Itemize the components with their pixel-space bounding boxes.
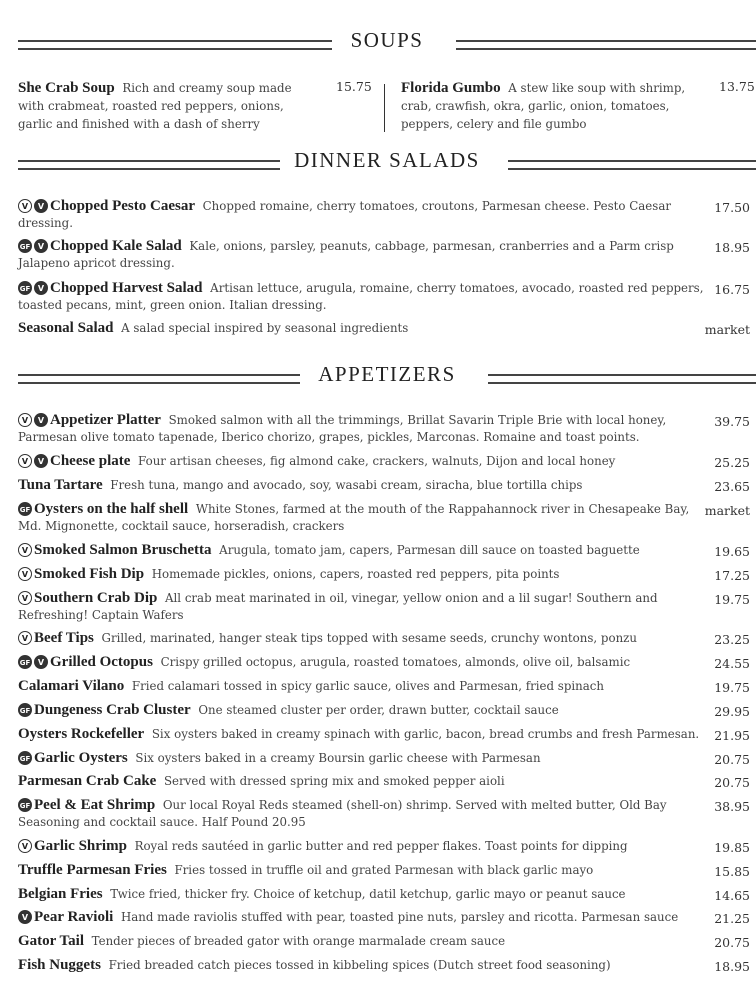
gluten-free-icon: GF (18, 502, 32, 516)
item-desc: Artisan lettuce, arugula, romaine, cherry tomatoes, avocado, roasted red peppers, toasted pecans, mint, green onion. Italian dressing. (18, 281, 704, 312)
item-price: 18.95 (714, 959, 750, 974)
item-desc: Hand made raviolis stuffed with pear, toasted pine nuts, parsley and ricotta. Parmesan sauce (120, 910, 679, 924)
item-desc: Arugula, tomato jam, capers, Parmesan dill sauce on toasted baguette (219, 543, 640, 557)
item-name: Garlic Oysters (34, 750, 128, 766)
item-name: Southern Crab Dip (34, 590, 158, 606)
item-name: Chopped Kale Salad (50, 238, 182, 254)
item-name: Fish Nuggets (18, 957, 101, 973)
menu-item (18, 909, 708, 926)
item-desc: White Stones, farmed at the mouth of the Rappahannock river in Chesapeake Bay, Md. Mignonette, cocktail sauce, horseradish, crackers (18, 502, 690, 533)
item-name: Seasonal Salad (18, 320, 114, 336)
menu-item (18, 678, 708, 695)
menu-item (18, 566, 708, 583)
soup-price: 13.75 (719, 79, 755, 94)
gluten-free-icon: GF (18, 281, 32, 295)
item-name: Smoked Fish Dip (34, 566, 145, 582)
item-price: 16.75 (714, 282, 750, 297)
item-name: Dungeness Crab Cluster (34, 702, 191, 718)
item-desc: Royal reds sautéed in garlic butter and red pepper flakes. Toast points for dipping (134, 839, 628, 853)
header-rule-right (488, 374, 756, 384)
item-price: 23.25 (714, 632, 750, 647)
vegan-icon: V (34, 281, 48, 295)
menu-item (18, 654, 708, 671)
soup-item (18, 79, 372, 133)
menu-item (18, 726, 708, 743)
item-desc: Crispy grilled octopus, arugula, roasted tomatoes, almonds, olive oil, balsamic (160, 655, 631, 669)
menu-item (18, 501, 708, 535)
item-price: 21.25 (714, 911, 750, 926)
menu-item (18, 933, 708, 950)
item-desc: Four artisan cheeses, fig almond cake, crackers, walnuts, Dijon and local honey (138, 454, 616, 468)
item-price: 38.95 (714, 799, 750, 814)
vegan-icon: V (34, 413, 48, 427)
soups-header (18, 28, 756, 60)
menu-item (18, 886, 708, 903)
item-desc: Tender pieces of breaded gator with orange marmalade cream sauce (91, 934, 506, 948)
item-price: 19.75 (714, 680, 750, 695)
item-price: market (704, 322, 750, 337)
menu-item (18, 838, 708, 855)
vegan-icon: V (34, 199, 48, 213)
vegan-icon: V (34, 454, 48, 468)
menu-item (18, 280, 708, 314)
soup-price: 15.75 (336, 79, 372, 94)
header-rule-right (456, 40, 756, 50)
item-desc: Six oysters baked in a creamy Boursin garlic cheese with Parmesan (135, 751, 541, 765)
appetizers-header (18, 362, 756, 394)
item-price: market (704, 503, 750, 518)
item-desc: One steamed cluster per order, drawn butter, cocktail sauce (198, 703, 559, 717)
soup-desc: Rich and creamy soup made with crabmeat, roasted red peppers, onions, garlic and finished with a dash of sherry (18, 81, 292, 131)
item-price: 19.75 (714, 592, 750, 607)
item-name: Oysters Rockefeller (18, 726, 145, 742)
item-price: 19.65 (714, 544, 750, 559)
appetizers-title: APPETIZERS (318, 362, 456, 386)
item-desc: Fries tossed in truffle oil and grated Parmesan with black garlic mayo (174, 863, 594, 877)
item-name: Grilled Octopus (50, 654, 153, 670)
item-name: Oysters on the half shell (34, 501, 189, 517)
item-price: 29.95 (714, 704, 750, 719)
menu-item (18, 702, 708, 719)
item-desc: Served with dressed spring mix and smoked pepper aioli (163, 774, 505, 788)
item-price: 20.75 (714, 775, 750, 790)
vegetarian-icon: V (18, 631, 32, 645)
item-desc: Fried calamari tossed in spicy garlic sauce, olives and Parmesan, fried spinach (131, 679, 605, 693)
menu-item (18, 453, 708, 470)
menu-item (18, 412, 708, 446)
item-name: Garlic Shrimp (34, 838, 127, 854)
item-desc: Fresh tuna, mango and avocado, soy, wasabi cream, siracha, blue tortilla chips (110, 478, 583, 492)
item-price: 21.95 (714, 728, 750, 743)
menu-item (18, 630, 708, 647)
menu-item (18, 862, 708, 879)
gluten-free-icon: GF (18, 751, 32, 765)
item-name: Pear Ravioli (34, 909, 114, 925)
vegan-icon: V (18, 910, 32, 924)
vegetarian-icon: V (18, 839, 32, 853)
gluten-free-icon: GF (18, 655, 32, 669)
item-desc: Smoked salmon with all the trimmings, Brillat Savarin Triple Brie with local honey, Parmesan olive tomato tapenade, Iberico chorizo, grapes, pickles, Marconas. Romaine and toast points. (18, 413, 667, 444)
item-price: 18.95 (714, 240, 750, 255)
item-price: 23.65 (714, 479, 750, 494)
item-name: Gator Tail (18, 933, 84, 949)
item-price: 15.85 (714, 864, 750, 879)
item-price: 25.25 (714, 455, 750, 470)
soup-name: She Crab Soup (18, 80, 115, 96)
item-price: 19.85 (714, 840, 750, 855)
item-name: Cheese plate (50, 453, 131, 469)
item-price: 20.75 (714, 935, 750, 950)
item-desc: A salad special inspired by seasonal ingredients (121, 321, 409, 335)
gluten-free-icon: GF (18, 703, 32, 717)
menu-item (18, 320, 708, 337)
menu-item (18, 957, 708, 974)
item-price: 39.75 (714, 414, 750, 429)
item-price: 14.65 (714, 888, 750, 903)
menu-item (18, 750, 708, 767)
item-name: Smoked Salmon Bruschetta (34, 542, 212, 558)
item-name: Chopped Harvest Salad (50, 280, 203, 296)
item-name: Peel & Eat Shrimp (34, 797, 156, 813)
item-desc: Fried breaded catch pieces tossed in kibbeling spices (Dutch street food seasoning) (108, 958, 611, 972)
item-desc: Twice fried, thicker fry. Choice of ketchup, datil ketchup, garlic mayo or peanut sauce (110, 887, 626, 901)
vegetarian-icon: V (18, 591, 32, 605)
item-desc: Our local Royal Reds steamed (shell-on) shrimp. Served with melted butter, Old Bay Seasoning and cocktail sauce. Half Pound 20.95 (18, 798, 667, 829)
item-name: Parmesan Crab Cake (18, 773, 157, 789)
salads-title: DINNER SALADS (294, 148, 480, 172)
item-desc: Chopped romaine, cherry tomatoes, croutons, Parmesan cheese. Pesto Caesar dressing. (18, 199, 672, 230)
menu-item (18, 477, 708, 494)
vegetarian-icon: V (18, 543, 32, 557)
vegetarian-icon: V (18, 567, 32, 581)
salads-header (18, 148, 756, 180)
header-rule-right (508, 160, 756, 170)
item-name: Tuna Tartare (18, 477, 103, 493)
item-price: 20.75 (714, 752, 750, 767)
soup-desc: A stew like soup with shrimp, crab, crawfish, okra, garlic, onion, tomatoes, peppers, celery and file gumbo (401, 81, 686, 131)
item-price: 17.50 (714, 200, 750, 215)
item-name: Calamari Vilano (18, 678, 125, 694)
item-desc: Homemade pickles, onions, capers, roasted red peppers, pita points (151, 567, 560, 581)
item-name: Beef Tips (34, 630, 94, 646)
menu-item (18, 590, 708, 624)
vegan-icon: V (34, 655, 48, 669)
soup-name: Florida Gumbo (401, 80, 501, 96)
vegetarian-icon: V (18, 454, 32, 468)
vegetarian-icon: V (18, 199, 32, 213)
item-desc: All crab meat marinated in oil, vinegar, yellow onion and a lil sugar! Southern and Refreshing! Captain Wafers (18, 591, 658, 622)
vegetarian-icon: V (18, 413, 32, 427)
item-name: Truffle Parmesan Fries (18, 862, 167, 878)
column-divider (384, 84, 385, 132)
gluten-free-icon: GF (18, 798, 32, 812)
menu-item (18, 773, 708, 790)
gluten-free-icon: GF (18, 239, 32, 253)
item-name: Appetizer Platter (50, 412, 161, 428)
item-name: Belgian Fries (18, 886, 103, 902)
item-desc: Six oysters baked in creamy spinach with garlic, bacon, bread crumbs and fresh Parmesan. (151, 727, 700, 741)
menu-item (18, 238, 708, 272)
soups-title: SOUPS (350, 28, 424, 52)
menu-item (18, 542, 708, 559)
item-price: 17.25 (714, 568, 750, 583)
item-name: Chopped Pesto Caesar (50, 198, 195, 214)
menu-item (18, 797, 708, 831)
soup-item (401, 79, 755, 133)
item-desc: Kale, onions, parsley, peanuts, cabbage, parmesan, cranberries and a Parm crisp Jalapeno apricot dressing. (18, 239, 674, 270)
item-price: 24.55 (714, 656, 750, 671)
item-desc: Grilled, marinated, hanger steak tips topped with sesame seeds, crunchy wontons, ponzu (101, 631, 637, 645)
menu-item (18, 198, 708, 232)
vegan-icon: V (34, 239, 48, 253)
